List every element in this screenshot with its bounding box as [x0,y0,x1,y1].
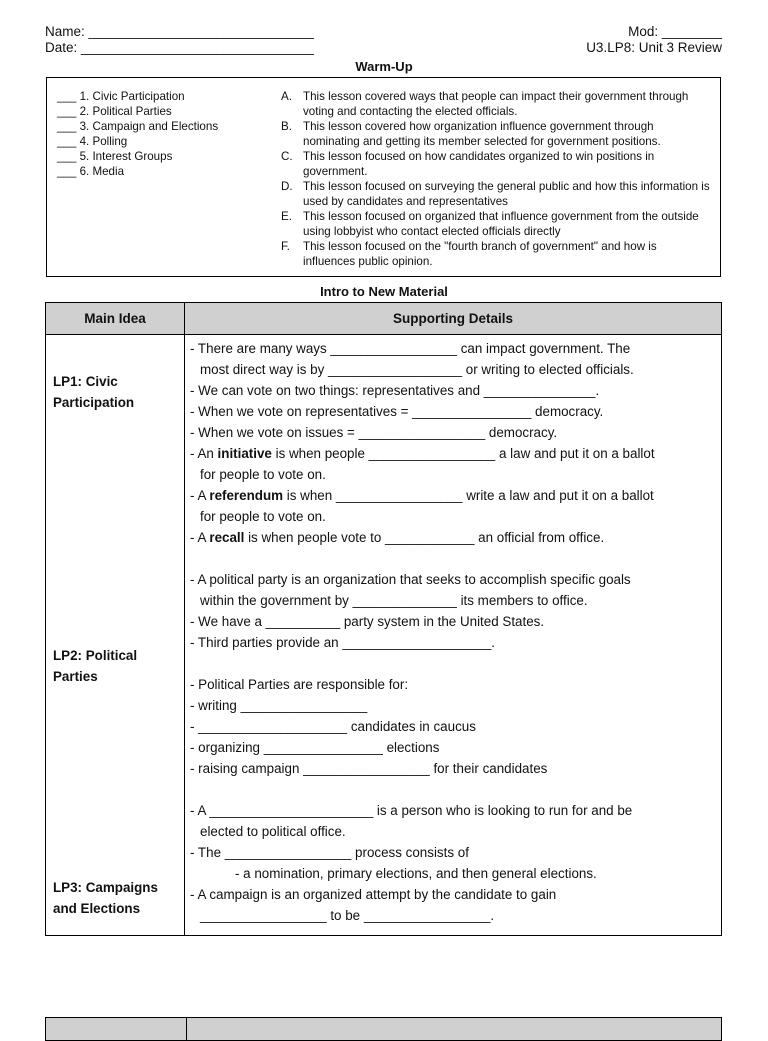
warmup-title: Warm-Up [355,59,413,74]
lp2-title: LP2: Political Parties [53,648,138,684]
table-header-row [46,303,722,335]
supporting-details-header: Supporting Details [185,303,722,335]
text-span: is when people vote to ____________ an official from office. [244,530,605,545]
header-left [45,24,314,56]
detail-line[interactable]: - There are many ways _________________ can impact government. The [190,341,631,356]
warmup-item[interactable]: ___ 4. Polling [57,135,128,148]
detail-line: - A campaign is an organized attempt by the candidate to gain [190,887,557,902]
detail-line[interactable] [190,527,720,548]
option-text: This lesson focused on organized that influence government from the outside using lobbyist who contact elected officials directly [303,210,699,238]
detail-line[interactable]: - writing _________________ [190,698,368,713]
detail-line[interactable]: - ____________________ candidates in caucus [190,719,476,734]
option-text: This lesson focused on how candidates organized to win positions in government. [303,150,655,178]
notes-table [45,302,722,936]
detail-line[interactable]: within the government by ______________ its members to office. [200,593,588,608]
detail-line: - a nomination, primary elections, and then general elections. [235,866,597,881]
lp3-title: LP3: Campaigns and Elections [53,880,158,916]
detail-line[interactable] [190,443,720,464]
option-text: This lesson focused on the "fourth branch of government" and how is influences public opinion. [303,240,657,268]
lesson-code: U3.LP8: Unit 3 Review [586,40,722,55]
warmup-option [281,209,711,239]
option-letter: C. [281,150,293,163]
detail-line[interactable]: - We have a __________ party system in the United States. [190,614,545,629]
detail-line[interactable] [190,485,720,506]
detail-line[interactable]: - The _________________ process consists of [190,845,469,860]
header-right [586,24,722,56]
option-letter: B. [281,120,292,133]
intro-title: Intro to New Material [320,284,448,299]
date-field[interactable]: Date: _______________________________ [45,40,314,55]
details-cell [185,335,722,936]
next-header-cell [187,1018,722,1041]
option-text: This lesson focused on surveying the general public and how this information is used by candidates and representatives [303,180,710,208]
text-span: - A [190,488,210,503]
mod-field[interactable]: Mod: ________ [628,24,722,39]
term-initiative: initiative [217,446,272,461]
option-letter: A. [281,90,292,103]
lp1-title: LP1: Civic Participation [53,374,135,410]
warmup-item[interactable]: ___ 5. Interest Groups [57,150,173,163]
detail-line: for people to vote on. [200,467,326,482]
detail-line[interactable]: - When we vote on issues = _________________ democracy. [190,425,558,440]
detail-line[interactable]: - Third parties provide an ____________________. [190,635,495,650]
next-table-header [45,1017,722,1041]
next-header-cell [46,1018,187,1041]
spacer [190,548,720,569]
main-idea-cell [46,335,185,936]
warmup-option [281,89,711,119]
warmup-option [281,239,711,269]
table-header-row [46,1018,722,1041]
text-span: - A [190,530,210,545]
term-referendum: referendum [209,488,284,503]
detail-line[interactable]: - We can vote on two things: representatives and _______________. [190,383,600,398]
warmup-item[interactable]: ___ 3. Campaign and Elections [57,120,219,133]
warmup-item[interactable]: ___ 1. Civic Participation [57,90,185,103]
warmup-option [281,119,711,149]
option-letter: D. [281,180,293,193]
spacer [190,779,720,800]
detail-line: - Political Parties are responsible for: [190,677,409,692]
detail-line[interactable]: - A ______________________ is a person who is looking to run for and be [190,803,633,818]
warmup-items [57,89,218,179]
detail-line[interactable]: _________________ to be _________________. [200,908,495,923]
detail-line[interactable]: most direct way is by __________________ or writing to elected officials. [200,362,634,377]
warmup-item[interactable]: ___ 6. Media [57,165,125,178]
option-text: This lesson covered ways that people can impact their government through voting and contacting the elected officials. [303,90,689,118]
warmup-box [46,77,721,277]
option-letter: F. [281,240,291,253]
text-span: - An [190,446,218,461]
detail-line[interactable]: - organizing ________________ elections [190,740,440,755]
detail-line: for people to vote on. [200,509,326,524]
spacer [190,653,720,674]
detail-line: - A political party is an organization that seeks to accomplish specific goals [190,572,631,587]
option-letter: E. [281,210,292,223]
warmup-options [281,89,711,269]
text-span: is when _________________ write a law and put it on a ballot [283,488,654,503]
option-text: This lesson covered how organization influence government through nominating and getting its member selected for government positions. [303,120,661,148]
detail-line[interactable]: - raising campaign _________________ for their candidates [190,761,548,776]
warmup-option [281,149,711,179]
term-recall: recall [209,530,245,545]
warmup-option [281,179,711,209]
name-field[interactable]: Name: ______________________________ [45,24,314,39]
warmup-item[interactable]: ___ 2. Political Parties [57,105,172,118]
detail-line: elected to political office. [200,824,346,839]
table-row [46,335,722,936]
details-text [190,338,720,926]
detail-line[interactable]: - When we vote on representatives = ________________ democracy. [190,404,604,419]
text-span: is when people _________________ a law and put it on a ballot [271,446,655,461]
main-idea-header: Main Idea [46,303,185,335]
